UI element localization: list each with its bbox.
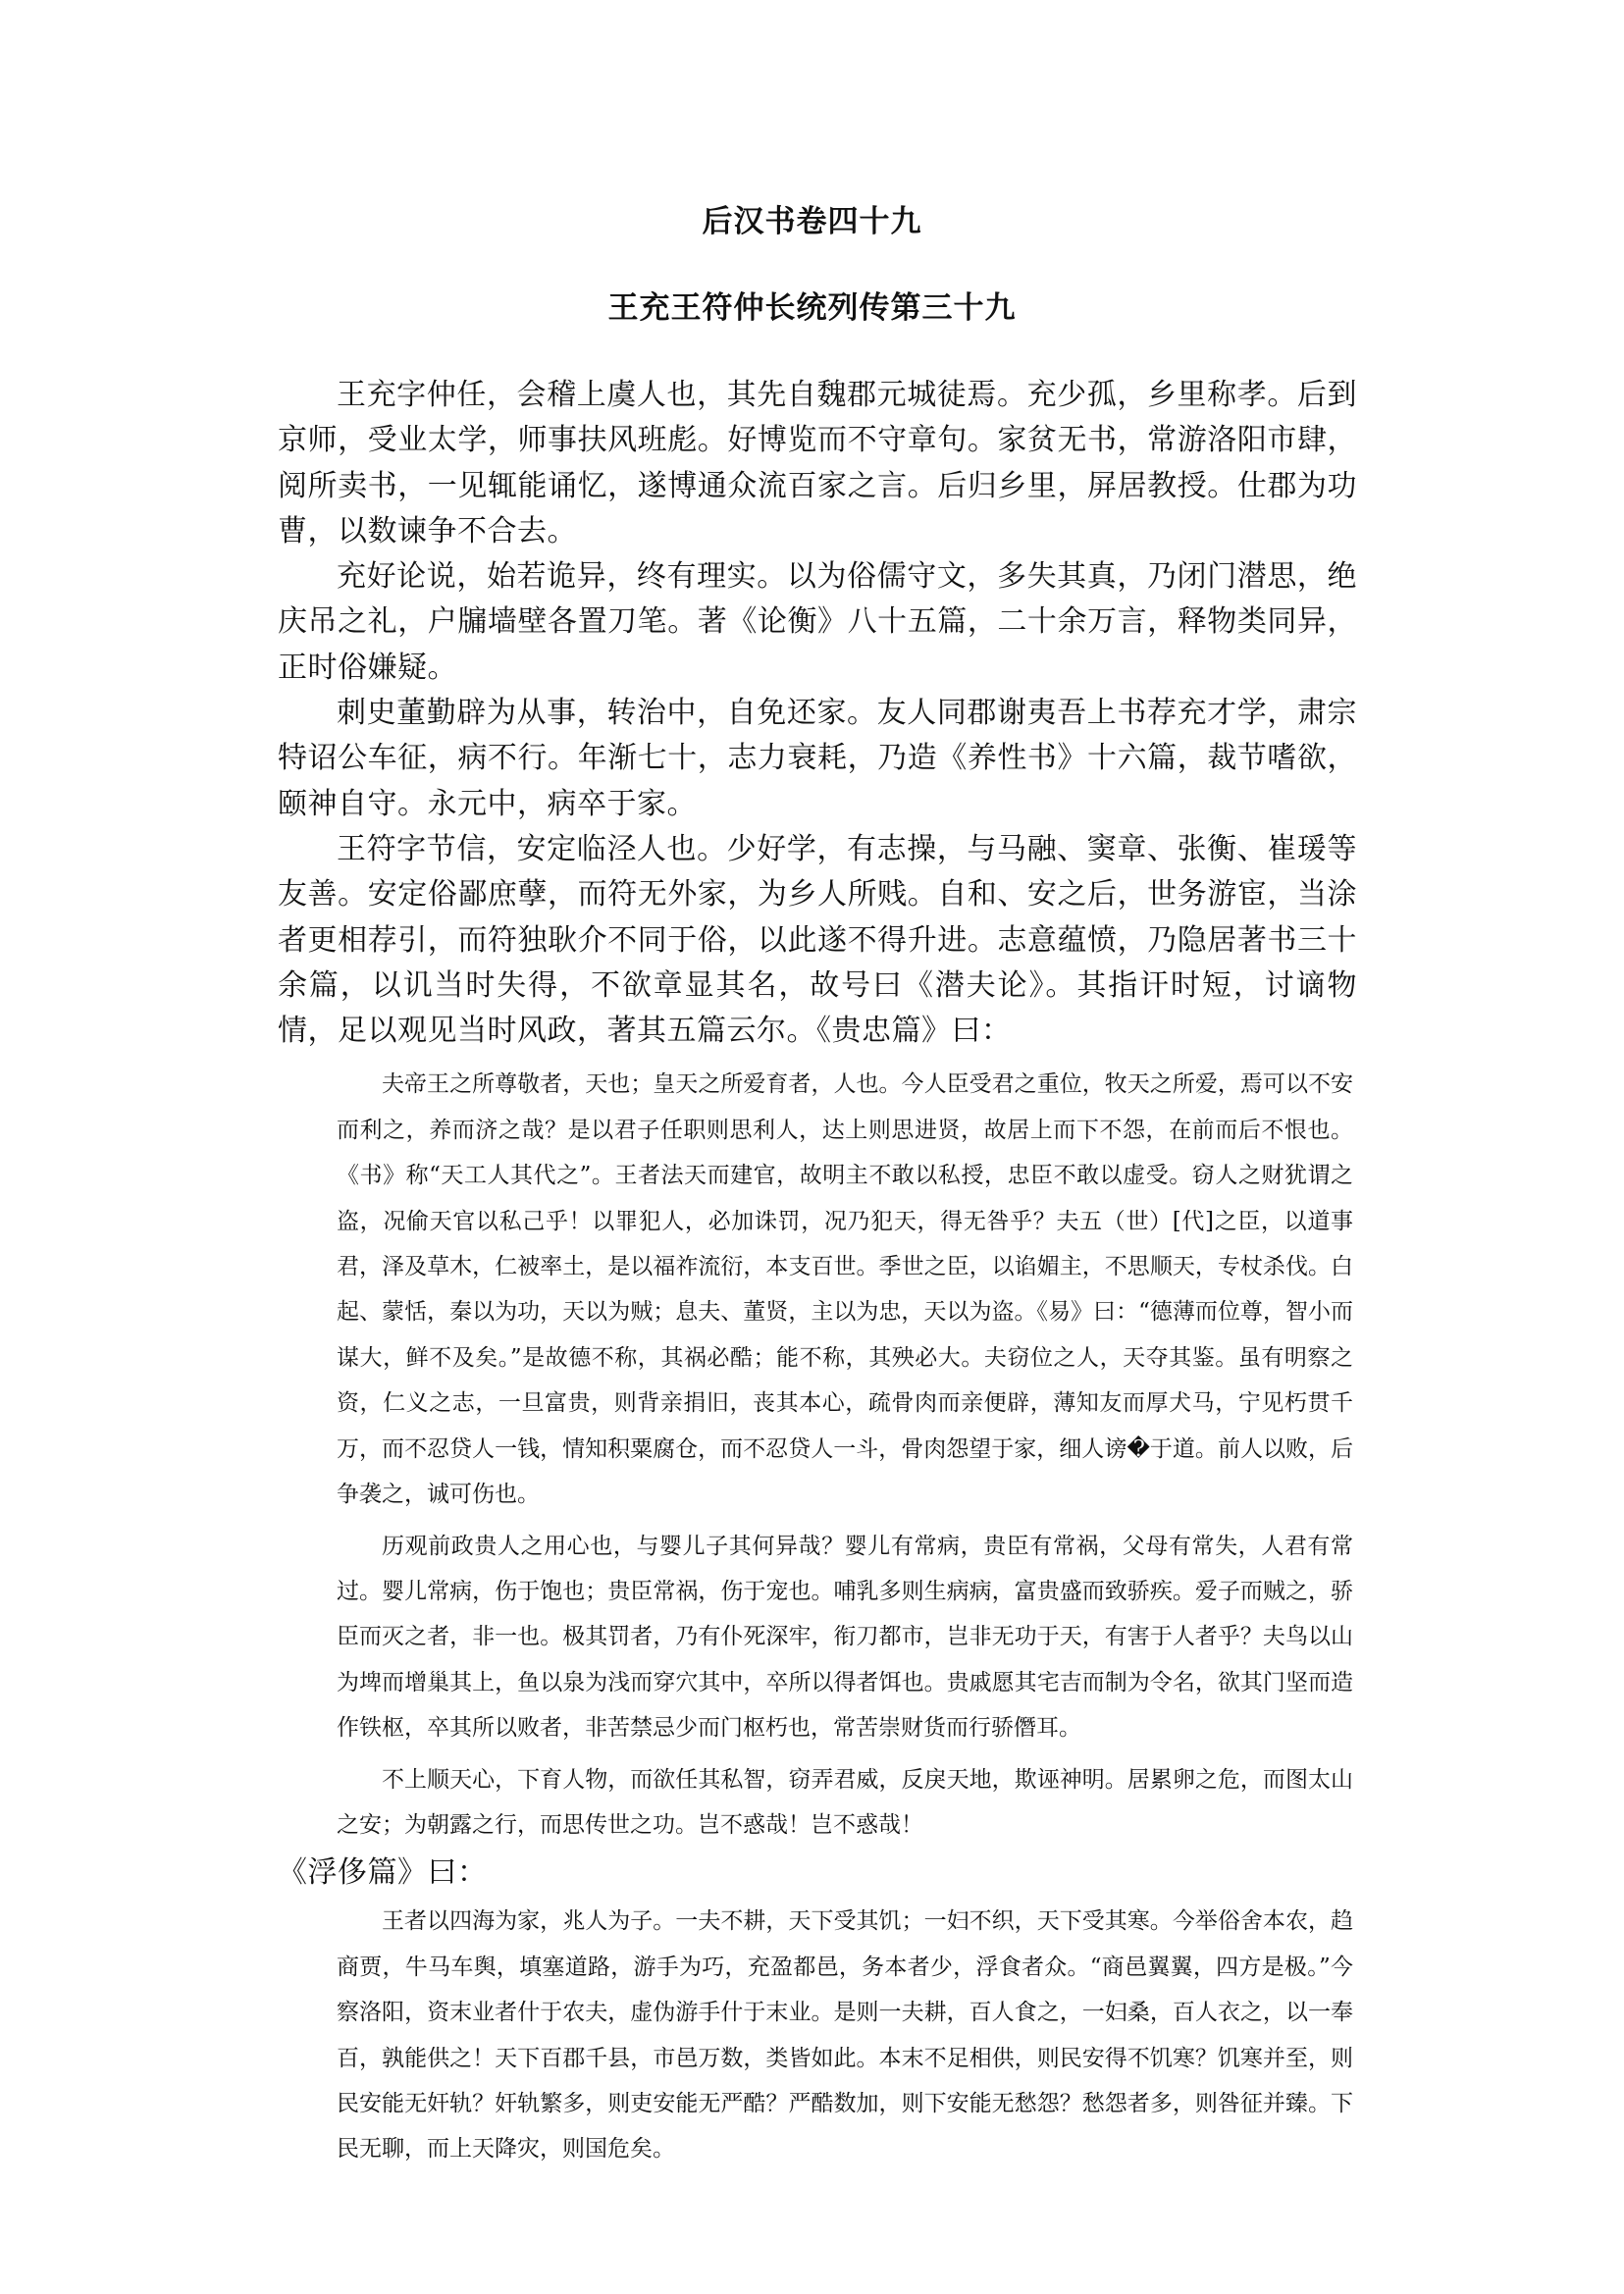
document-body bbox=[278, 373, 1357, 2172]
quote-paragraph: 夫帝王之所尊敬者，天也；皇天之所爱育者，人也。今人臣受君之重位，牧天之所爱，焉可以不安而利之，养而济之哉？是以君子任职则思利人，达上则思进贤，故居上而下不怨，在前而后不恨也。《书》称“天工人其代之”。王者法天而建官，故明主不敢以私授，忠臣不敢以虚受。窃人之财犹谓之盗，况偷天官以私己乎！以罪犯人，必加诛罚，况乃犯天，得无咎乎？夫五（世）[代]之臣，以道事君，泽及草木，仁被率土，是以福祚流衍，本支百世。季世之臣，以谄媚主，不思顺天，专杖杀伐。白起、蒙恬，秦以为功，天以为贼；息夫、董贤，主以为忠，天以为盗。《易》曰：“德薄而位尊，智小而谋大，鲜不及矣。”是故德不称，其祸必酷；能不称，其殃必大。夫窃位之人，天夺其鉴。虽有明察之资，仁义之志，一旦富贵，则背亲捐旧，丧其本心，疏骨肉而亲便辟，薄知友而厚犬马，宁见朽贯千万，而不忍贷人一钱，情知积粟腐仓，而不忍贷人一斗，骨肉怨望于家，细人谤�于道。前人以败，后争袭之，诚可伤也。 bbox=[337, 1071, 1353, 1508]
paragraph: 充好论说，始若诡异，终有理实。以为俗儒守文，多失其真，乃闭门潜思，绝庆吊之礼，户牖墙壁各置刀笔。著《论衡》八十五篇，二十余万言，释物类同异，正时俗嫌疑。 bbox=[278, 559, 1357, 685]
volume-title: 后汉书卷四十九 bbox=[702, 204, 922, 239]
quote-paragraph: 王者以四海为家，兆人为子。一夫不耕，天下受其饥；一妇不织，天下受其寒。今举俗舍本农，趋商贾，牛马车舆，填塞道路，游手为巧，充盈都邑，务本者少，浮食者众。“商邑翼翼，四方是极。”今察洛阳，资末业者什于农夫，虚伪游手什于末业。是则一夫耕，百人食之，一妇桑，百人衣之，以一奉百，孰能供之！天下百郡千县，市邑万数，类皆如此。本末不足相供，则民安得不饥寒？饥寒并至，则民安能无奸轨？奸轨繁多，则吏安能无严酷？严酷数加，则下安能无愁怨？愁怨者多，则咎征并臻。下民无聊，而上天降灾，则国危矣。 bbox=[337, 1908, 1353, 2163]
quote-paragraph: 历观前政贵人之用心也，与婴儿子其何异哉？婴儿有常病，贵臣有常祸，父母有常失，人君有常过。婴儿常病，伤于饱也；贵臣常祸，伤于宠也。哺乳多则生病病，富贵盛而致骄疾。爱子而贼之，骄臣而灭之者，非一也。极其罚者，乃有仆死深牢，衔刀都市，岂非无功于天，有害于人者乎？夫鸟以山为埤而增巢其上，鱼以泉为浅而穿穴其中，卒所以得者饵也。贵戚愿其宅吉而制为令名，欲其门坚而造作铁枢，卒其所以败者，非苦禁忌少而门枢朽也，常苦崇财货而行骄僭耳。 bbox=[337, 1533, 1353, 1742]
fuchi-label: 《浮侈篇》曰： bbox=[278, 1855, 488, 1891]
quote-guizhong bbox=[278, 1062, 1357, 1848]
quote-paragraph: 不上顺天心，下育人物，而欲任其私智，窃弄君威，反戾天地，欺诬神明。居累卵之危，而图太山之安；为朝露之行，而思传世之功。岂不惑哉！岂不惑哉！ bbox=[337, 1766, 1353, 1838]
paragraph: 刺史董勤辟为从事，转治中，自免还家。友人同郡谢夷吾上书荐充才学，肃宗特诏公车征，病不行。年渐七十，志力衰耗，乃造《养性书》十六篇，裁节嗜欲，颐神自守。永元中，病卒于家。 bbox=[278, 696, 1357, 821]
quote-fuchi bbox=[278, 1899, 1357, 2171]
paragraph: 王符字节信，安定临泾人也。少好学，有志操，与马融、窦章、张衡、崔瑗等友善。安定俗鄙庶孽，而符无外家，为乡人所贱。自和、安之后，世务游宦，当涂者更相荐引，而符独耿介不同于俗，以此遂不得升进。志意蕴愤，乃隐居著书三十余篇，以讥当时失得，不欲章显其名，故号曰《潜夫论》。其指讦时短，讨谪物情，足以观见当时风政，著其五篇云尔。《贵忠篇》曰： bbox=[278, 831, 1357, 1049]
paragraph: 王充字仲任，会稽上虞人也，其先自魏郡元城徒焉。充少孤，乡里称孝。后到京师，受业太学，师事扶风班彪。好博览而不守章句。家贫无书，常游洛阳市肆，阅所卖书，一见辄能诵忆，遂博通众流百家之言。后归乡里，屏居教授。仕郡为功曹，以数谏争不合去。 bbox=[278, 378, 1357, 548]
chapter-title: 王充王符仲长统列传第三十九 bbox=[607, 290, 1017, 326]
